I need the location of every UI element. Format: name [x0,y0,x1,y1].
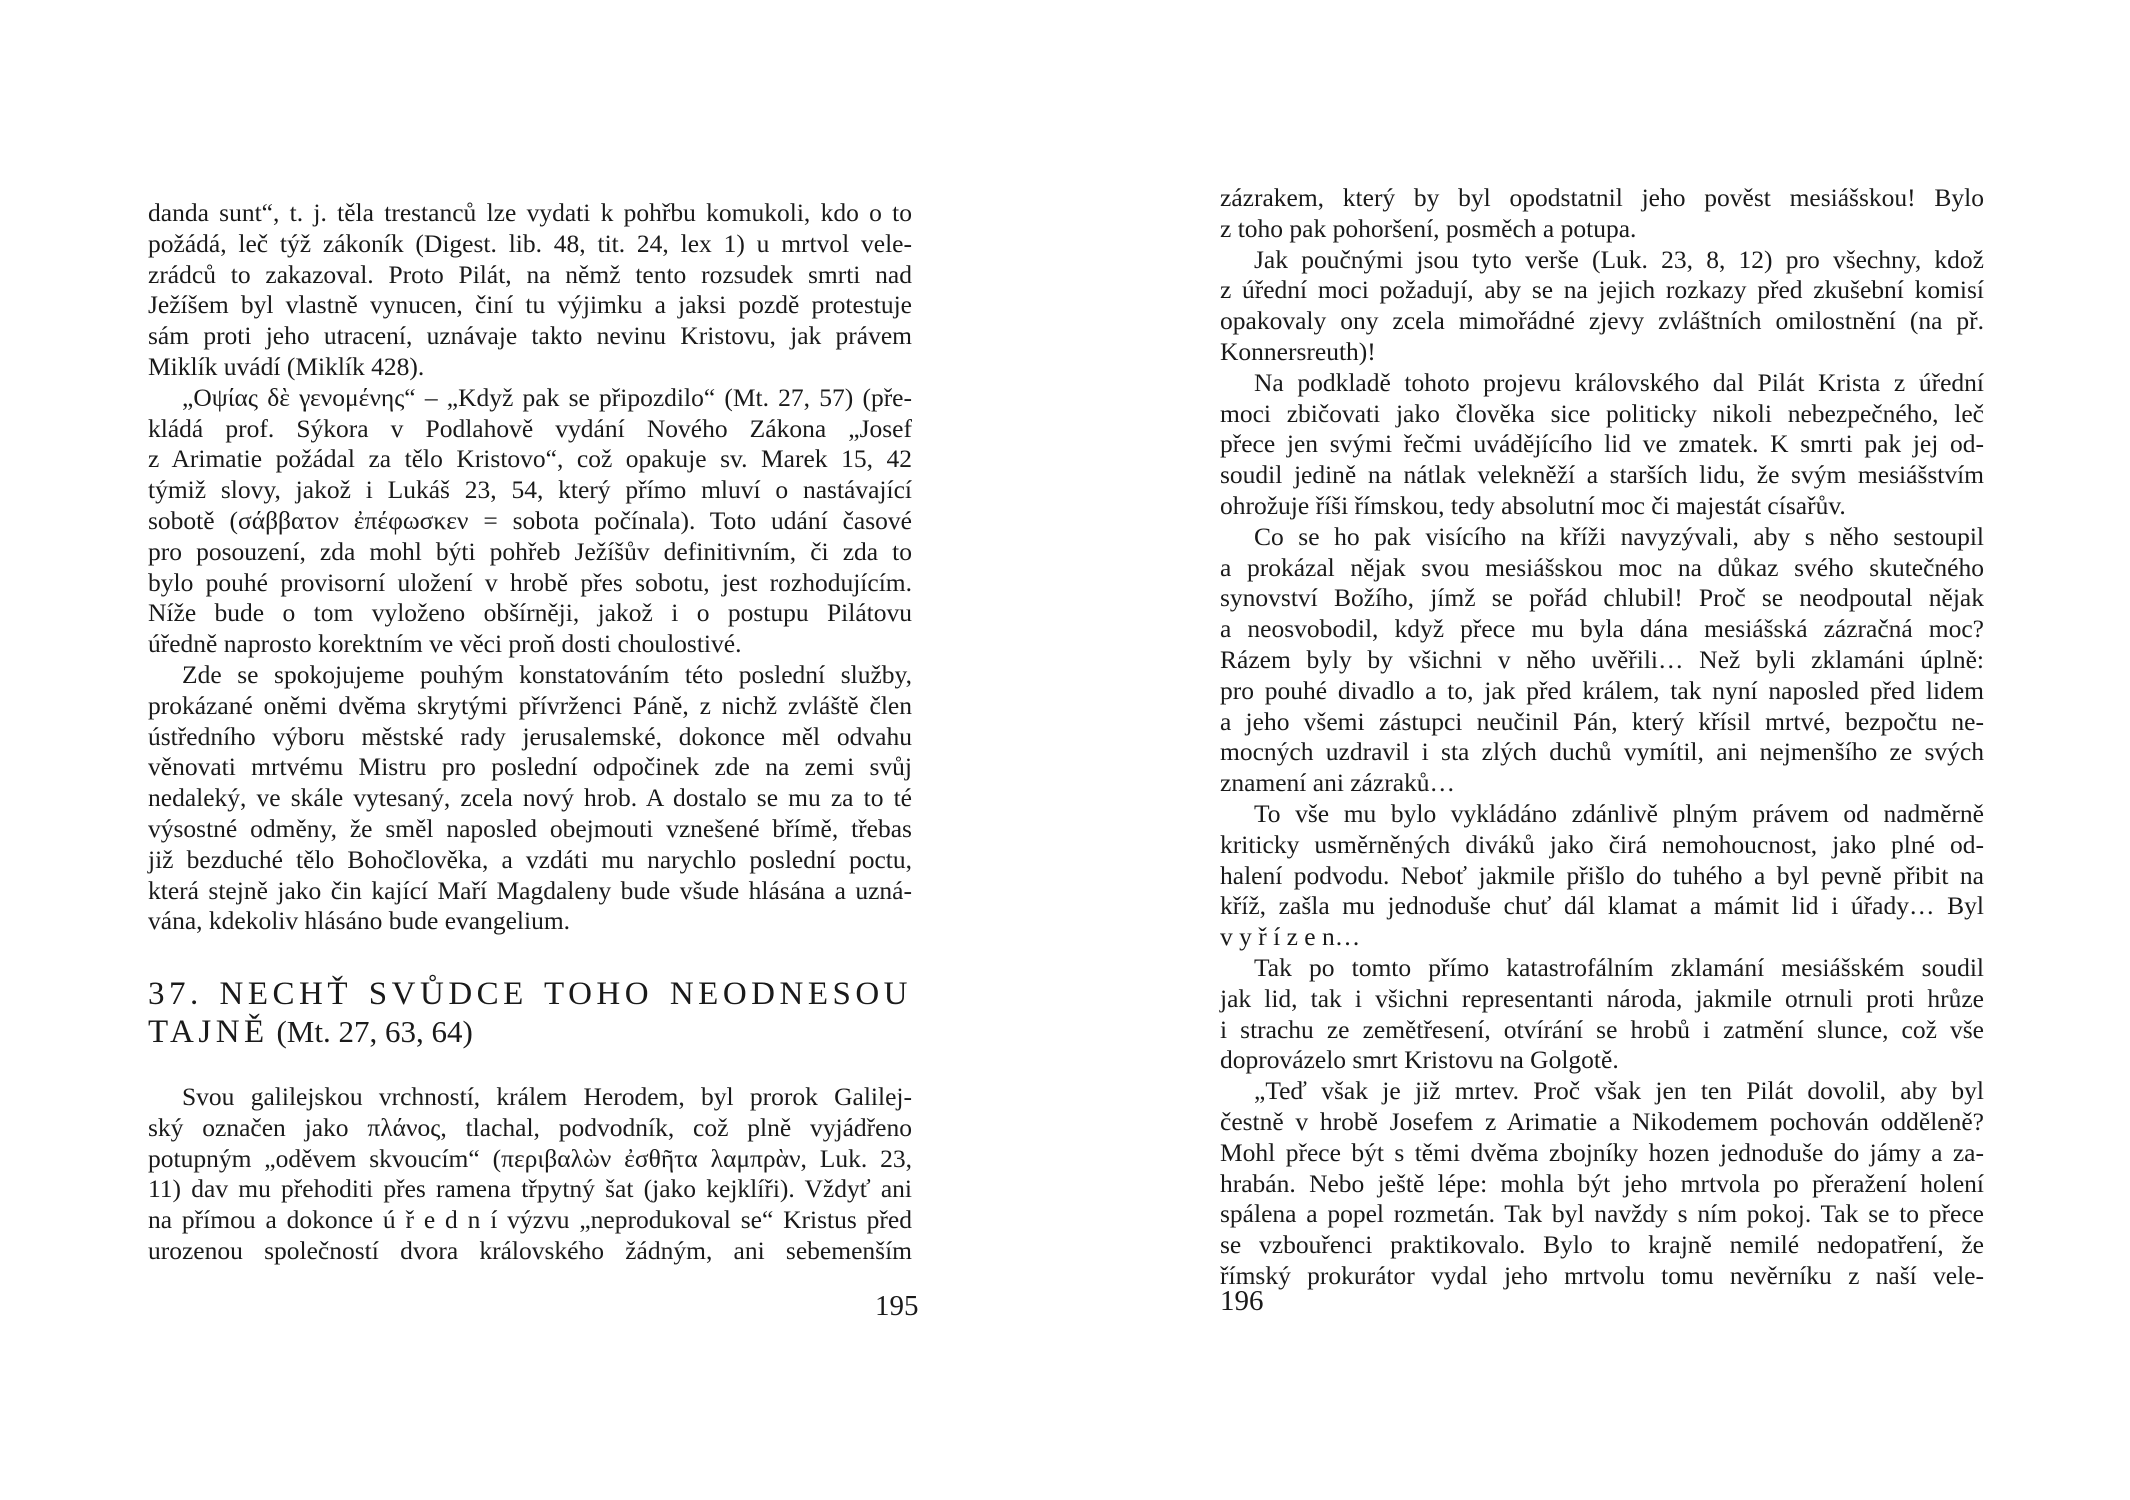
text-line: Tak po tomto přímo katastrofálním zklamání mesiášském soudil [1254,952,1984,982]
text-line: Rázem byly by všichni v něho uvěřili… Než byli zklamáni úplně: [1220,644,1984,674]
text-line: sám proti jeho utracení, uznávaje takto nevinu Kristovu, jak právem [148,321,912,351]
chapter-heading [148,975,912,1051]
text-line: Zde se spokojujeme pouhým konstatováním této poslední služby, [182,659,912,689]
text-line: doprovázelo smrt Kristovu na Golgotě. [1220,1045,1619,1075]
text-line: pro pouhé divadlo a to, jak před králem, tak nyní naposled před lidem [1220,675,1984,705]
chapter-heading-line-2 [148,1013,912,1051]
text-line: Konnersreuth)! [1220,336,1376,366]
text-line: vána, kdekoliv hlásáno bude evangelium. [148,906,571,936]
chapter-heading-reference: (Mt. 27, 63, 64) [268,1014,473,1049]
text-line: z Arimatie požádal za tělo Kristovo“, což opakuje sv. Marek 15, 42 [148,444,912,474]
text-line: hrabán. Nebo ještě lépe: mohla být jeho mrtvola po přeražení holení [1220,1168,1984,1198]
text-line: „Οψίας δὲ γενομένης“ – „Když pak se připozdilo“ (Mt. 27, 57) (pře- [182,382,912,412]
text-line: pro posouzení, zda mohl býti pohřeb Ježíšův definitivním, či zda to [148,536,912,566]
text-line: z úřední moci požadují, aby se na jejich rozkazy před zkušební komisí [1220,275,1984,305]
text-line: z toho pak pohoršení, posměch a potupa. [1220,213,1637,243]
page-number-left: 195 [875,1290,919,1322]
text-line: opakovaly ony zcela mimořádné zjevy zvláštních omilostnění (na př. [1220,306,1984,336]
text-line: Co se ho pak visícího na kříži navyzývali, aby s něho sestoupil [1254,521,1984,551]
text-line: výsostné odměny, že směl naposled obejmouti vznešené břímě, třebas [148,813,912,843]
right-page [1065,0,2130,1500]
right-body [1220,183,1984,1292]
text-line: ohrožuje říši římskou, tedy absolutní moc či majestát císařův. [1220,490,1846,520]
text-line: kříž, zašla mu jednoduše chuť dál klamat a mámit lid i úřady… Byl [1220,891,1984,921]
left-body-block-2 [148,1082,912,1267]
text-line: čestně v hrobě Josefem z Arimatie a Nikodemem pochován odděleně? [1220,1106,1984,1136]
text-line: římský prokurátor vydal jeho mrtvolu tomu nevěrníku z naší vele- [1220,1260,1984,1290]
text-line: urozenou společností dvora královského žádným, ani sebemenším [148,1235,912,1265]
text-line: mocných uzdravil i sta zlých duchů vymítil, ani nejmenšího ze svých [1220,737,1984,767]
text-line: Miklík uvádí (Miklík 428). [148,351,425,381]
text-line: potupným „oděvem skvoucím“ (περιβαλὼν ἐσθῆτα λαμπρὰν, Luk. 23, [148,1143,912,1173]
text-line: v y ř í z e n… [1220,922,1361,952]
text-line: ský označen jako πλάνος, tlachal, podvodník, což plně vyjádřeno [148,1112,912,1142]
text-line: a jeho všemi zástupci neučinil Pán, který křísil mrtvé, bezpočtu ne- [1220,706,1984,736]
text-line: Mohl přece být s těmi dvěma zbojníky hozen jednoduše do jámy a za- [1220,1137,1984,1167]
text-line: zázrakem, který by byl opodstatnil jeho pověst mesiášskou! Bylo [1220,183,1984,212]
text-line: zrádců to zakazoval. Proto Pilát, na němž tento rozsudek smrti nad [148,259,912,289]
text-line: Svou galilejskou vrchností, králem Herodem, byl prorok Galilej- [182,1082,912,1111]
text-line: a neosvobodil, když přece mu byla dána mesiášská zázračná moc? [1220,614,1984,644]
text-line: na přímou a dokonce ú ř e d n í výzvu „neprodukoval se“ Kristus před [148,1205,912,1235]
chapter-heading-caps: TAJNĚ [148,1014,269,1050]
text-line: i strachu ze zemětřesení, otvírání se hrobů i zatmění slunce, což vše [1220,1014,1984,1044]
text-line: Níže bude o tom vyloženo obšírněji, jakož i o postupu Pilátovu [148,598,912,628]
text-line: již bezduché tělo Bohočlověka, a vzdáti mu narychlo poslední poctu, [148,844,912,874]
text-line: Ježíšem byl vlastně vynucen, činí tu výjimku a jaksi pozdě protestuje [148,290,912,320]
left-body-block-1 [148,198,912,937]
text-line: Na podkladě tohoto projevu královského dal Pilát Krista z úřední [1254,367,1984,397]
text-line: sobotě (σάββατον ἐπέφωσκεν = sobota počínala). Toto udání časové [148,505,912,535]
text-line: 11) dav mu přehoditi přes ramena třpytný šat (jako kejklíři). Vždyť ani [148,1174,912,1204]
text-line: která stejně jako čin kající Maří Magdaleny bude všude hlásána a uzná- [148,875,912,905]
text-line: týmiž slovy, jakož i Lukáš 23, 54, který přímo mluví o nastávající [148,475,912,505]
text-line: úředně naprosto korektním ve věci proň dosti choulostivé. [148,629,742,659]
text-line: To vše mu bylo vykládáno zdánlivě plným právem od nadměrně [1254,798,1984,828]
text-line: prokázané oněmi dvěma skrytými přívrženci Páně, z nichž zvláště člen [148,690,912,720]
text-line: ústředního výboru městské rady jerusalemské, dokonce měl odvahu [148,721,912,751]
text-line: kládá prof. Sýkora v Podlahově vydání Nového Zákona „Josef [148,413,912,443]
text-line: věnovati mrtvému Mistru pro poslední odpočinek zde na zemi svůj [148,752,912,782]
page-number-right: 196 [1220,1285,1264,1317]
text-line: soudil jedině na nátlak velekněží a starších lidu, že svým mesiášstvím [1220,460,1984,490]
text-line: bylo pouhé provisorní uložení v hrobě přes sobotu, jest rozhodujícím. [148,567,912,597]
text-line: halení podvodu. Neboť jakmile přišlo do tuhého a byl pevně přibit na [1220,860,1984,890]
text-line: a prokázal nějak svou mesiášskou moc na důkaz svého skutečného [1220,552,1984,582]
text-line: přece jen svými řečmi uvádějícího lid ve zmatek. K smrti pak jej od- [1220,429,1984,459]
text-line: se vzbouřenci praktikovalo. Bylo to krajně nemilé nedopatření, že [1220,1230,1984,1260]
text-line: nedaleký, ve skále vytesaný, zcela nový hrob. A dostalo se mu za to té [148,783,912,813]
text-line: danda sunt“, t. j. těla trestanců lze vydati k pohřbu komukoli, kdo o to [148,198,912,227]
text-line: jak lid, tak i všichni representanti národa, jakmile otrnuli proti hrůze [1220,983,1984,1013]
text-line: „Teď však je již mrtev. Proč však jen ten Pilát dovolil, aby byl [1254,1076,1984,1106]
text-line: spálena a popel rozmetán. Tak byl navždy s ním pokoj. Tak se to přece [1220,1199,1984,1229]
text-line: synovství Božího, jímž se pořád chlubil! Proč se neodpoutal nějak [1220,583,1984,613]
text-line: Jak poučnými jsou tyto verše (Luk. 23, 8, 12) pro všechny, kdož [1254,244,1984,274]
text-line: moci zbičovati jako člověka sice politicky nikoli nebezpečného, leč [1220,398,1984,428]
text-line: požádá, leč týž zákoník (Digest. lib. 48, tit. 24, lex 1) u mrtvol vele- [148,228,912,258]
text-line: znamení ani zázraků… [1220,768,1456,798]
chapter-heading-line-1: 37. NECHŤ SVŮDCE TOHO NEODNESOU [148,976,912,1012]
text-line: kriticky usměrněných diváků jako čirá nemohoucnost, jako plné od- [1220,829,1984,859]
